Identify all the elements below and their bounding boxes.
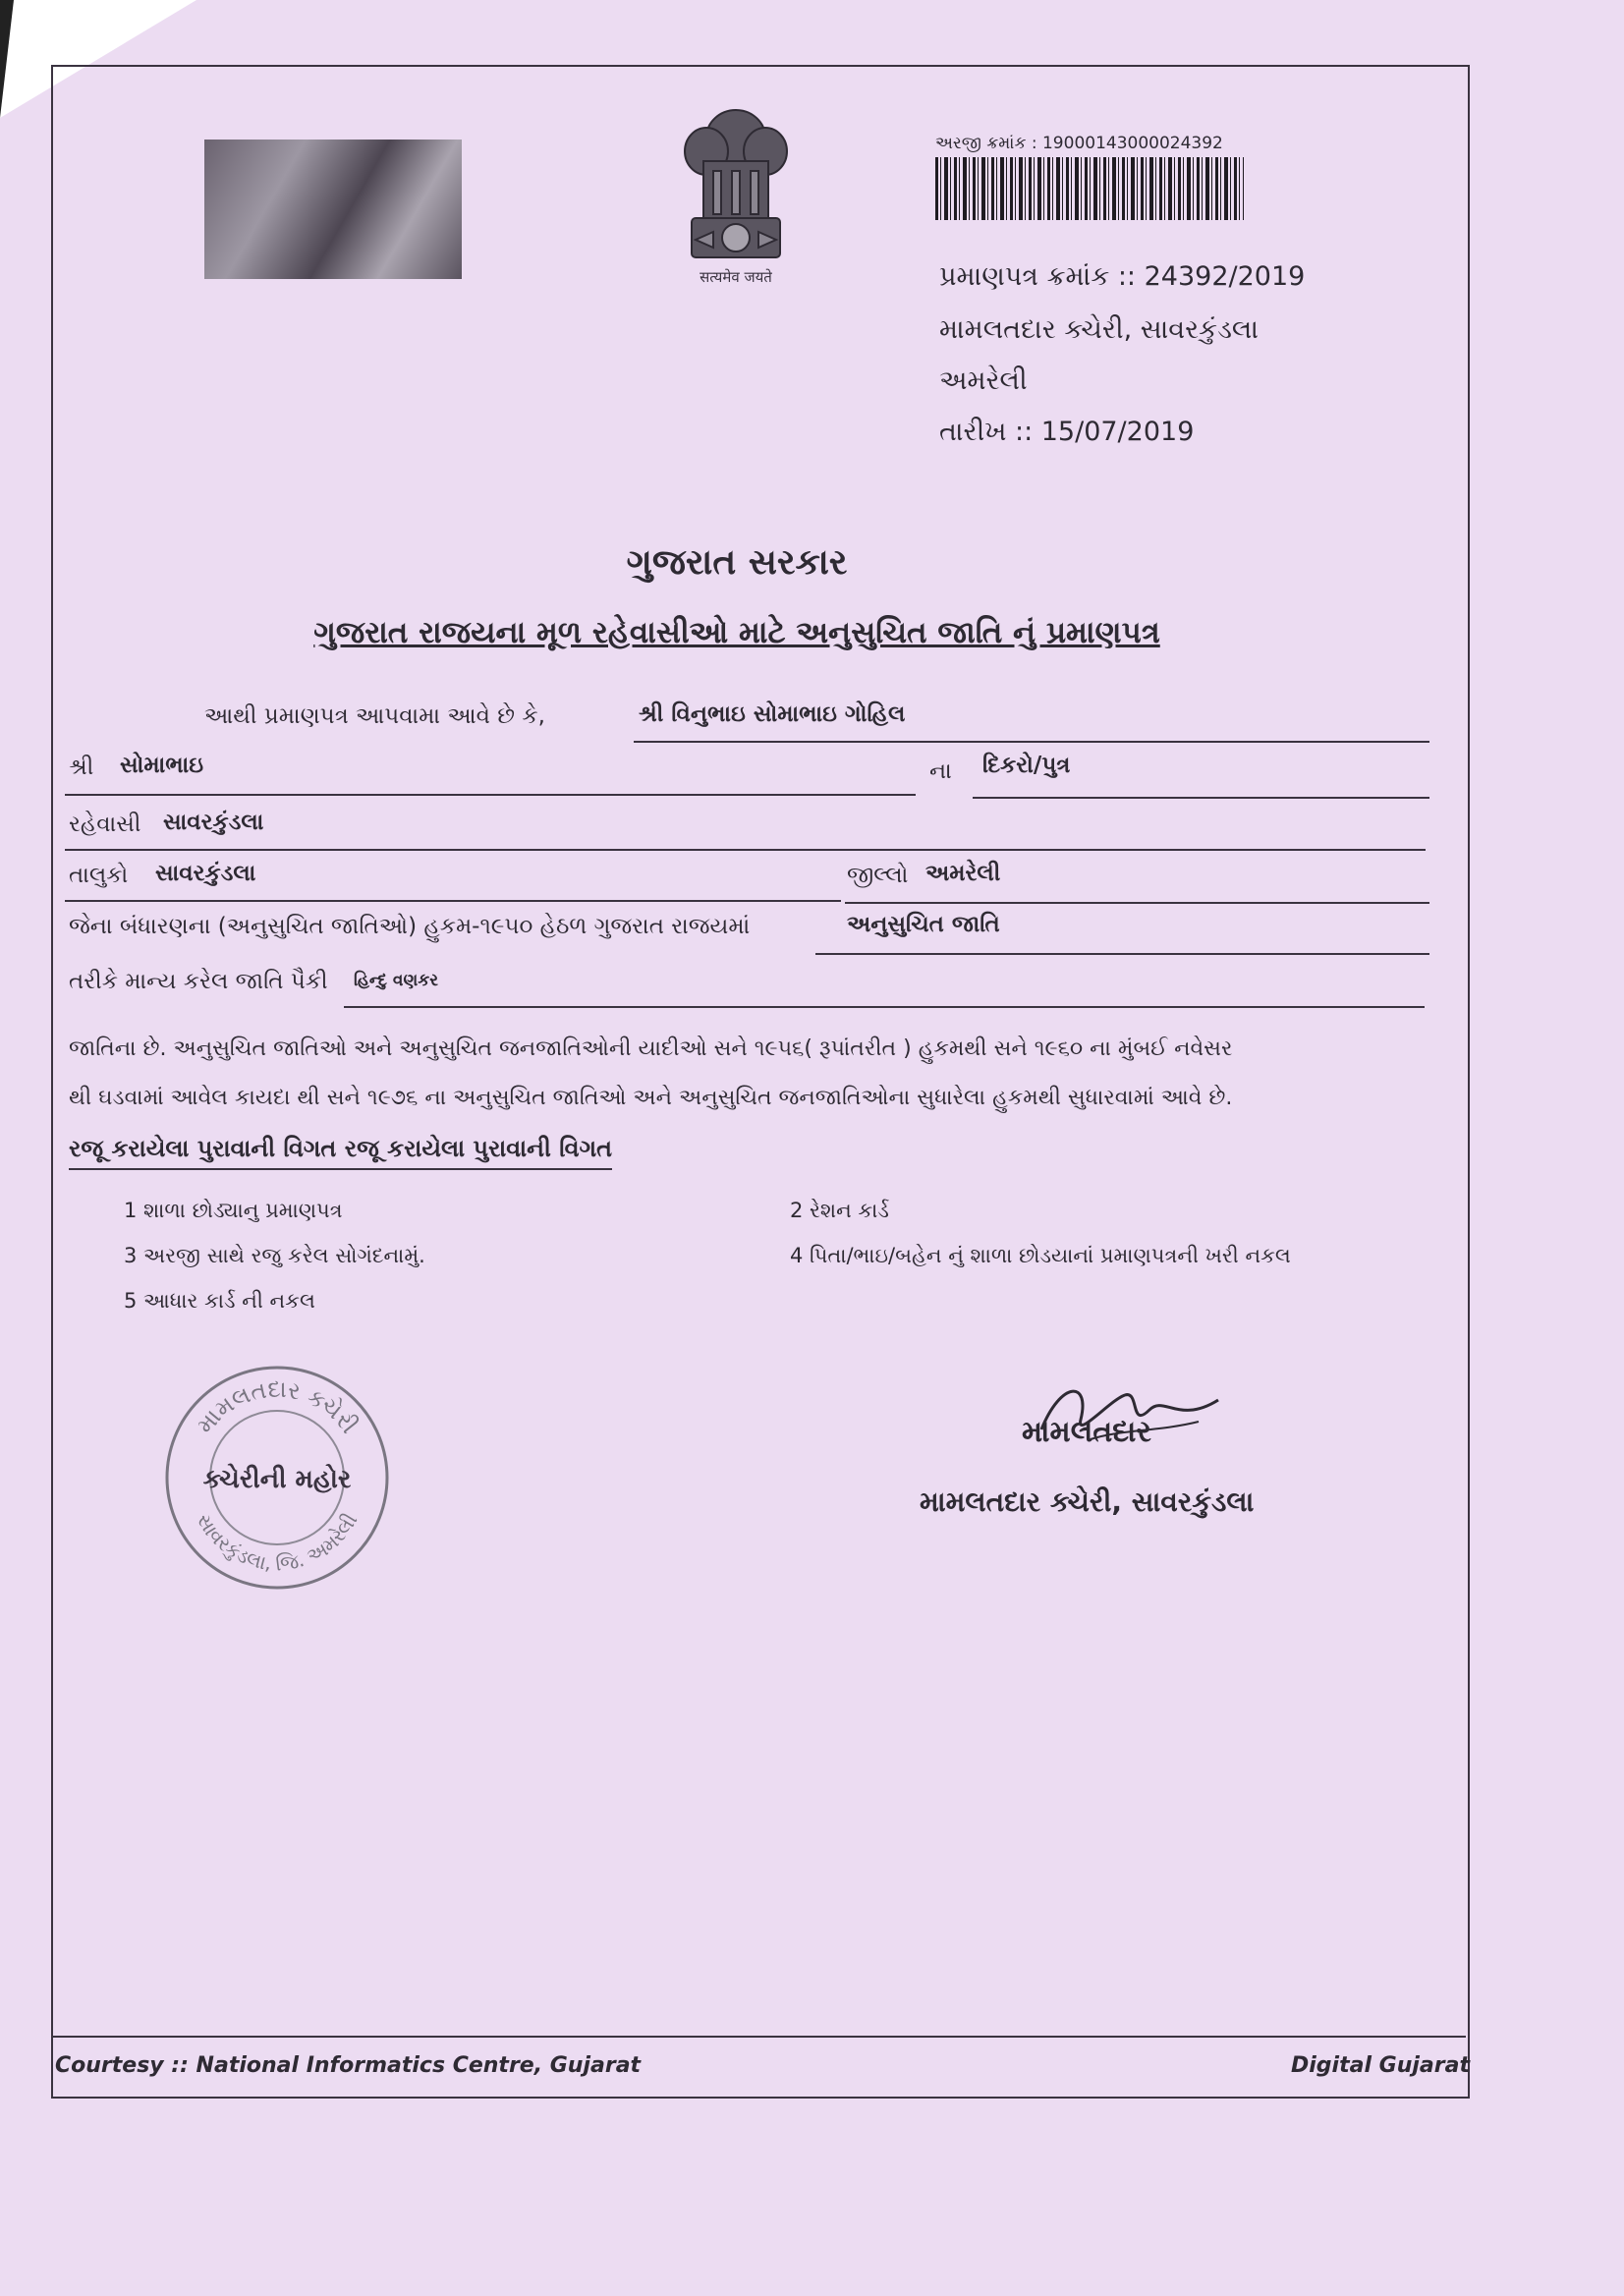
evidence-item: 5 આધાર કાર્ડ ની નકલ: [124, 1289, 315, 1313]
evidence-item: 4 પિતા/ભાઇ/બહેન નું શાળા છોડયાનાં પ્રમાણપત્રની ખરી નકલ: [790, 1244, 1291, 1267]
legal-paragraph-line-1: જાતિના છે. અનુસુચિત જાતિઓ અને અનુસુચિત જનજાતિઓની યાદીઓ સને ૧૯૫૬( રૂપાંતરીત ) હુકમથી સને ૧૯૬૦ ના મુંબઈ નવેસર: [69, 1036, 1233, 1061]
signatory-office: મામલતદાર ક્ચેરી, સાવરકુંડલા: [920, 1485, 1255, 1518]
emblem-motto: सत्यमेव जयते: [700, 268, 772, 286]
national-emblem-icon: [674, 102, 798, 269]
evidence-heading: રજૂ કરાયેલા પુરાવાની વિગત રજૂ કરાયેલા પુરાવાની વિગત: [69, 1135, 612, 1170]
issuing-district: અમરેલી: [939, 365, 1028, 396]
seal-center-text: ક્ચેરીની મહોર: [202, 1465, 352, 1494]
father-name: સોમાભાઇ: [120, 753, 204, 778]
intro-label: આથી પ્રમાણપત્ર આપવામા આવે છે કે,: [204, 703, 545, 729]
evidence-item: 3 અરજી સાથે રજુ કરેલ સોગંદનામું.: [124, 1244, 425, 1267]
resident-underline: [65, 849, 1426, 851]
caste-label: તરીકે માન્ય કરેલ જાતિ પૈકી: [69, 969, 328, 994]
father-name-underline: [65, 794, 916, 796]
district-value: અમરેલી: [925, 861, 1001, 886]
relation-underline: [973, 797, 1429, 799]
footer-divider: [51, 2036, 1466, 2038]
legal-paragraph-line-2: થી ઘડવામાં આવેલ કાયદા થી સને ૧૯૭૬ ના અનુસુચિત જાતિઓ અને અનુસુચિત જનજાતિઓના સુધારેલા હુકમથી સુધારવામાં આવે છે.: [69, 1086, 1233, 1110]
applicant-photo: [204, 140, 462, 279]
caste-underline: [344, 1006, 1425, 1008]
of-label: ના: [929, 758, 952, 784]
relation-value: દિકરો/પુત્ર: [982, 753, 1071, 778]
taluka-value: સાવરકુંડલા: [155, 861, 256, 886]
footer-brand: Digital Gujarat: [1291, 2053, 1470, 2078]
order-underline: [815, 953, 1429, 955]
order-label: જેના બંધારણના (અનુસુચિત જાતિઓ) હુકમ-૧૯૫૦ હેઠળ ગુજરાત રાજયમાં: [69, 914, 751, 939]
issue-date: તારીખ :: 15/07/2019: [939, 417, 1195, 447]
evidence-item: 2 રેશન કાર્ડ: [790, 1199, 889, 1222]
taluka-underline: [65, 900, 841, 902]
certificate-number: પ્રમાણપત્ર ક્રમાંક :: 24392/2019: [939, 261, 1306, 292]
government-title: ગુજરાત સરકાર: [626, 542, 848, 583]
certificate-title: ગુજરાત રાજયના મૂળ રહેવાસીઓ માટે અનુસુચિત જાતિ નું પ્રમાણપત્ર: [313, 615, 1160, 650]
barcode: [935, 157, 1244, 220]
caste-value: હિન્દુ વણકર: [354, 971, 439, 990]
seal-bottom-text: સાવરકુંડલા, જિ. અમરેલી: [192, 1509, 363, 1576]
signatory-title: મામલતદાર: [1022, 1415, 1151, 1449]
evidence-item: 1 શાળા છોડ્યાનુ પ્રમાણપત્ર: [124, 1199, 343, 1222]
person-name: શ્રી વિનુભાઇ સોમાભાઇ ગોહિલ: [639, 701, 906, 727]
person-name-underline: [634, 741, 1429, 743]
svg-text:સાવરકુંડલા, જિ. અમરેલી: [193, 1509, 363, 1576]
resident-label: રહેવાસી: [69, 812, 141, 837]
issuing-office: મામલતદાર ક્ચેરી, સાવરકુંડલા: [939, 314, 1259, 345]
office-seal-stamp: [159, 1360, 395, 1596]
district-label: જીલ્લો: [847, 863, 909, 888]
application-number: અરજી ક્રમાંક : 19000143000024392: [935, 134, 1223, 153]
order-value: અનુસુચિત જાતિ: [847, 912, 1000, 937]
seal-top-text: મામલતદાર ક્ચેરી: [191, 1375, 364, 1439]
district-underline: [845, 902, 1429, 904]
father-label: શ્રી: [69, 755, 94, 780]
footer-courtesy: Courtesy :: National Informatics Centre, Gujarat: [55, 2053, 642, 2078]
resident-value: સાવરકુંડલા: [163, 810, 264, 835]
taluka-label: તાલુકો: [69, 863, 129, 888]
